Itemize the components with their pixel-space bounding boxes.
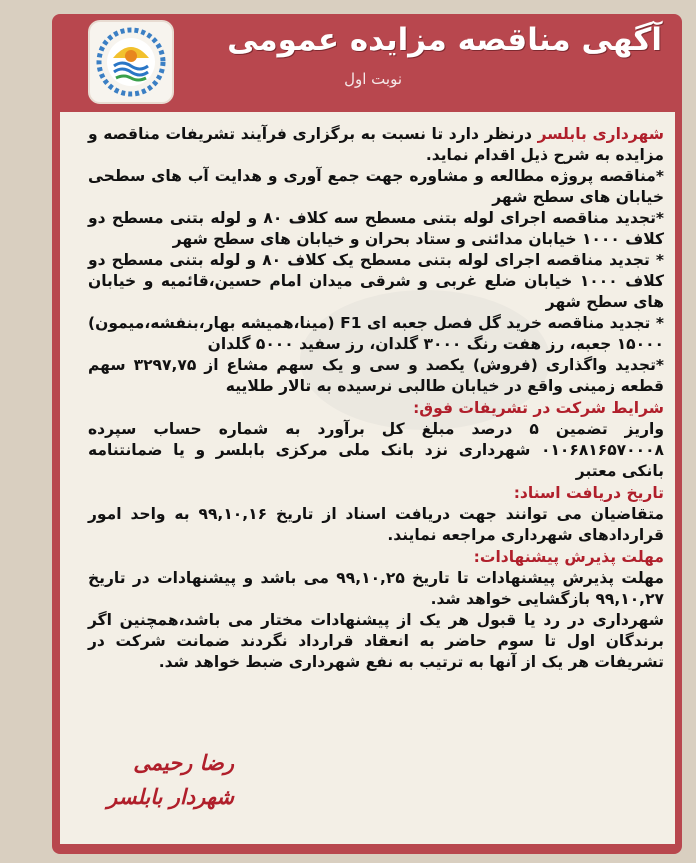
intro-lead: شهرداری بابلسر [537, 125, 664, 143]
signature [94, 746, 234, 814]
intro-paragraph [88, 124, 664, 166]
item-1: *مناقصه پروژه مطالعه و مشاوره جهت جمع آوری و هدایت آب های سطحی خیابان های سطح شهر [88, 167, 664, 206]
ad-title: آگهی مناقصه مزایده عمومی [227, 22, 662, 58]
section-documents-text: متقاضیان می توانند جهت دریافت اسناد از تاریخ ۹۹,۱۰,۱۶ به واحد امور قراردادهای شهرداری مراجعه نمایند. [88, 505, 664, 544]
signature-role: شهردار بابلسر [107, 784, 234, 809]
intro-text: درنظر دارد تا نسبت به برگزاری فرآیند تشریفات مناقصه و مزایده به شرح ذیل اقدام نماید. [88, 125, 664, 164]
section-conditions-text: واریز تضمین ۵ درصد مبلغ کل برآورد به شماره حساب سپرده ۰۱۰۶۸۱۶۵۷۰۰۰۸ شهرداری نزد بانک ملی مرکزی بابلسر و یا ضمانتنامه بانکی معتبر [88, 420, 665, 480]
ad-header [72, 16, 672, 108]
item-3: * تجدید مناقصه اجرای لوله بتنی مسطح یک کلاف ۸۰ و لوله بتنی مسطح دو کلاف ۱۰۰۰ خیابان ضلع غربی و شرقی میدان امام حسین،قائمیه و خیابان های سطح شهر [88, 251, 664, 311]
section-deadline-title: مهلت پذیرش پیشنهادات: [473, 548, 664, 566]
section-deadline-text: مهلت پذیرش پیشنهادات تا تاریخ ۹۹,۱۰,۲۵ می باشد و پیشنهادات در تاریخ ۹۹,۱۰,۲۷ بازگشایی خواهد شد. [88, 569, 665, 608]
item-5: *تجدید واگذاری (فروش) یکصد و سی و یک سهم مشاع از ۳۲۹۷,۷۵ سهم قطعه زمینی واقع در خیابان طالبی نرسیده به تالار طلاییه [88, 356, 665, 395]
municipality-emblem-icon [88, 20, 174, 104]
closing-paragraph: شهرداری در رد یا قبول هر یک از پیشنهادات مختار می باشد،همچنین اگر برندگان اول تا سوم حاضر به انعقاد قرارداد نگردند ضمانت شرکت در تشریفات هر یک از آنها به ترتیب به نفع شهرداری ضبط خواهد شد. [88, 611, 664, 671]
item-2: *تجدید مناقصه اجرای لوله بتنی مسطح سه کلاف ۸۰ و لوله بتنی مسطح دو کلاف ۱۰۰۰ خیابان مدائنی و ستاد بحران و خیابان های سطح شهر [88, 209, 664, 248]
item-4: * تجدید مناقصه خرید گل فصل جعبه ای F1 (مینا،همیشه بهار،بنفشه،میمون) ۱۵۰۰۰ جعبه، رز هفت رنگ ۳۰۰۰ گلدان، رز سفید ۵۰۰۰ گلدان [88, 314, 664, 353]
section-documents-title: تاریخ دریافت اسناد: [513, 484, 664, 502]
ad-content [88, 124, 664, 673]
ad-subtitle: نوبت اول [344, 70, 402, 88]
section-conditions-title: شرایط شرکت در تشریفات فوق: [413, 399, 664, 417]
signature-name: رضا رحیمی [133, 750, 234, 775]
